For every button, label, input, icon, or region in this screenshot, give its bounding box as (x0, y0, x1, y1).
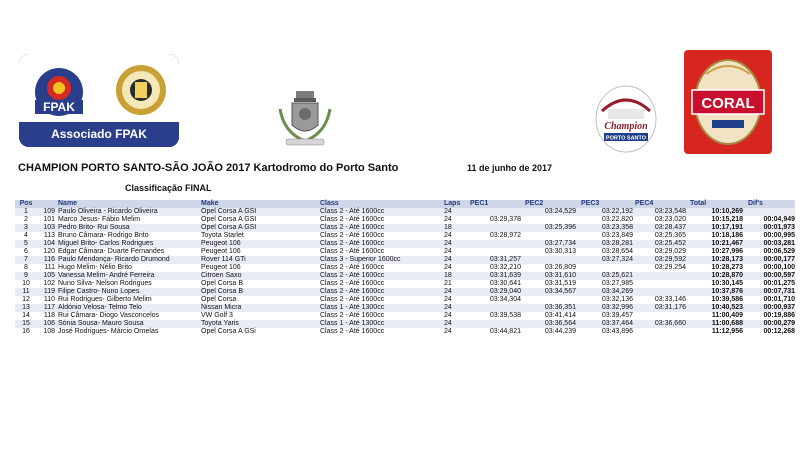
cell-pec1: 03:32,210 (489, 264, 521, 271)
cell-make: Opel Corsa (201, 296, 237, 303)
cell-number: 118 (43, 312, 55, 319)
cell-make: Peugeot 106 (201, 264, 241, 271)
cell-make: Nissan Micra (201, 304, 242, 311)
cell-name: Edgar Câmara- Duarte Fernandes (58, 248, 165, 255)
cell-pec4: 03:29,254 (654, 264, 686, 271)
coral-graphic (684, 50, 772, 154)
cell-class: Class 1 - Até 1300cc (320, 304, 385, 311)
cell-pec2: 03:27,734 (544, 240, 576, 247)
cell-pec3: 03:27,985 (601, 280, 633, 287)
table-row (15, 240, 795, 248)
cell-pec3: 03:39,457 (601, 312, 633, 319)
cell-total: 11:00,409 (711, 312, 743, 319)
cell-make: Peugeot 106 (201, 248, 241, 255)
table-row (15, 216, 795, 224)
cell-difs: 00:19,886 (763, 312, 795, 319)
cell-total: 11:00,688 (711, 320, 743, 327)
cell-pec3: 03:34,269 (601, 288, 633, 295)
table-body (15, 208, 795, 336)
cell-class: Class 2 - Até 1600cc (320, 248, 385, 255)
cell-class: Class 1 - Até 1300cc (320, 320, 385, 327)
fpak-caption: Associado FPAK (19, 122, 179, 147)
cell-pec1: 03:28,972 (489, 232, 521, 239)
cell-pos: 9 (24, 272, 28, 279)
cell-laps: 21 (444, 280, 452, 287)
cell-class: Class 2 - Até 1600cc (320, 264, 385, 271)
table-row (15, 320, 795, 328)
cell-difs: 00:04,949 (763, 216, 795, 223)
cell-pec4: 03:31,176 (654, 304, 686, 311)
cell-pec1: 03:29,040 (489, 288, 521, 295)
column-header-name: Name (58, 200, 78, 207)
cell-pec2: 03:36,564 (544, 320, 576, 327)
cell-name: Filipe Castro- Nuno Lopes (58, 288, 140, 295)
cell-number: 117 (43, 304, 55, 311)
cell-difs: 00:12,268 (763, 328, 795, 335)
cell-laps: 24 (444, 240, 452, 247)
cell-name: Paulo Oliveira - Ricardo Oliveira (58, 208, 158, 215)
cell-pec2: 03:41,414 (544, 312, 576, 319)
cell-number: 108 (43, 328, 55, 335)
cell-laps: 24 (444, 264, 452, 271)
cell-class: Class 2 - Até 1600cc (320, 224, 385, 231)
cell-pec2: 03:30,313 (544, 248, 576, 255)
cell-pos: 14 (22, 312, 30, 319)
cell-pec1: 03:31,639 (489, 272, 521, 279)
cell-pec1: 03:34,304 (489, 296, 521, 303)
column-header-total: Total (690, 200, 707, 207)
cell-pec3: 03:22,820 (601, 216, 633, 223)
cell-pec3: 03:28,281 (601, 240, 633, 247)
fpak-emblem-graphic (19, 54, 179, 122)
cell-class: Class 2 - Até 1600cc (320, 216, 385, 223)
cell-name: Vanessa Melim- André Ferreira (58, 272, 155, 279)
cell-laps: 24 (444, 304, 452, 311)
cell-total: 11:12,956 (711, 328, 743, 335)
cell-pec3: 03:37,464 (601, 320, 633, 327)
cell-make: VW Golf 3 (201, 312, 233, 319)
cell-total: 10:27,996 (711, 248, 743, 255)
fpak-logo-text: FPAK (43, 100, 75, 114)
table-row (15, 288, 795, 296)
cell-pec4: 03:33,146 (654, 296, 686, 303)
cell-laps: 24 (444, 208, 452, 215)
cell-pec1: 03:30,641 (489, 280, 521, 287)
cell-number: 106 (43, 320, 55, 327)
cell-number: 116 (43, 256, 55, 263)
cell-laps: 24 (444, 288, 452, 295)
table-row (15, 256, 795, 264)
cell-name: Hugo Melim- Nélio Brito (58, 264, 132, 271)
cell-difs: 00:01,275 (763, 280, 795, 287)
cell-name: Miguel Brito- Carlos Rodrigues (58, 240, 154, 247)
cell-difs: 00:00,597 (763, 272, 795, 279)
table-row (15, 224, 795, 232)
cell-pos: 15 (22, 320, 30, 327)
cell-total: 10:37,876 (711, 288, 743, 295)
cell-pos: 5 (24, 240, 28, 247)
cell-class: Class 2 - Até 1600cc (320, 328, 385, 335)
cell-make: Opel Corsa A GSI (201, 208, 257, 215)
cell-pec2: 03:24,529 (544, 208, 576, 215)
cell-laps: 24 (444, 328, 452, 335)
cell-difs: 00:00,100 (763, 264, 795, 271)
table-row (15, 304, 795, 312)
column-header-pec4: PEC4 (635, 200, 654, 207)
cell-number: 104 (43, 240, 55, 247)
cell-pec4: 03:28,437 (654, 224, 686, 231)
coral-logo-text: CORAL (701, 95, 755, 112)
cell-difs: 00:00,995 (763, 232, 795, 239)
cell-pec4: 03:23,548 (654, 208, 686, 215)
cell-pos: 10 (22, 280, 30, 287)
column-header-laps: Laps (444, 200, 461, 207)
cell-total: 10:28,173 (711, 256, 743, 263)
cell-number: 113 (43, 232, 55, 239)
table-row (15, 328, 795, 336)
cell-difs: 00:00,279 (763, 320, 795, 327)
cell-name: Nuno Silva- Nelson Rodrigues (58, 280, 152, 287)
cell-make: Rover 114 GTi (201, 256, 246, 263)
results-table (15, 200, 795, 336)
column-header-class: Class (320, 200, 339, 207)
cell-pec1: 03:31,257 (489, 256, 521, 263)
cell-pos: 1 (24, 208, 28, 215)
cell-number: 119 (43, 288, 55, 295)
cell-number: 109 (43, 208, 55, 215)
cell-pos: 7 (24, 256, 28, 263)
cell-class: Class 3 - Superior 1600cc (320, 256, 401, 263)
cell-make: Peugeot 106 (201, 240, 241, 247)
cell-class: Class 2 - Até 1600cc (320, 272, 385, 279)
cell-laps: 24 (444, 232, 452, 239)
cell-class: Class 2 - Até 1600cc (320, 208, 385, 215)
cell-difs: 00:01,710 (763, 296, 795, 303)
column-header-difs: Dif's (748, 200, 763, 207)
cell-make: Toyota Yaris (201, 320, 239, 327)
cell-total: 10:28,273 (711, 264, 743, 271)
cell-pec4: 03:29,592 (654, 256, 686, 263)
cell-laps: 24 (444, 296, 452, 303)
table-row (15, 232, 795, 240)
cell-pec2: 03:34,567 (544, 288, 576, 295)
cell-make: Opel Corsa B (201, 280, 244, 287)
cell-pec4: 03:25,452 (654, 240, 686, 247)
cell-laps: 24 (444, 256, 452, 263)
cell-number: 111 (44, 264, 55, 271)
table-row (15, 264, 795, 272)
cell-pos: 3 (24, 224, 28, 231)
cell-pec3: 03:22,192 (601, 208, 633, 215)
cell-total: 10:15,218 (711, 216, 743, 223)
cell-pec1: 03:29,378 (489, 216, 521, 223)
cell-laps: 18 (444, 272, 452, 279)
cell-pos: 11 (22, 288, 30, 295)
cell-class: Class 2 - Até 1600cc (320, 312, 385, 319)
cell-pec2: 03:25,396 (544, 224, 576, 231)
cell-number: 120 (43, 248, 55, 255)
cell-pos: 16 (22, 328, 30, 335)
cell-total: 10:40,523 (711, 304, 743, 311)
cell-total: 10:30,145 (711, 280, 743, 287)
event-date: 11 de junho de 2017 (467, 163, 553, 173)
cell-laps: 24 (444, 248, 452, 255)
table-row (15, 272, 795, 280)
cell-difs: 00:00,937 (763, 304, 795, 311)
cell-difs: 00:07,731 (763, 288, 795, 295)
cell-number: 102 (43, 280, 55, 287)
cell-make: Citroen Saxo (201, 272, 242, 279)
fpak-logo-emblems (19, 54, 179, 122)
cell-make: Opel Corsa A GSi (201, 328, 256, 335)
cell-pos: 6 (24, 248, 28, 255)
cell-make: Toyota Starlet (201, 232, 244, 239)
column-header-pec2: PEC2 (525, 200, 544, 207)
cell-class: Class 2 - Até 1600cc (320, 288, 385, 295)
cell-laps: 24 (444, 216, 452, 223)
cell-pec2: 03:31,610 (544, 272, 576, 279)
cell-difs: 00:01,973 (763, 224, 795, 231)
cell-laps: 24 (444, 312, 452, 319)
cell-pos: 8 (24, 264, 28, 271)
cell-pos: 2 (24, 216, 28, 223)
cell-number: 110 (43, 296, 55, 303)
cell-name: José Rodrigues- Márcio Ornelas (58, 328, 159, 335)
coral-logo (684, 50, 772, 154)
column-header-pec1: PEC1 (470, 200, 489, 207)
cell-total: 10:18,186 (711, 232, 743, 239)
fpak-logo (19, 54, 179, 147)
cell-pec4: 03:23,020 (654, 216, 686, 223)
cell-total: 10:21,467 (711, 240, 743, 247)
cell-class: Class 2 - Até 1600cc (320, 240, 385, 247)
cell-name: Pedro Brito- Rui Sousa (58, 224, 130, 231)
cell-name: Bruno Câmara- Rodrigo Brito (58, 232, 149, 239)
cell-pec4: 03:25,365 (654, 232, 686, 239)
crest-graphic (274, 89, 336, 149)
cell-pec1: 03:44,821 (489, 328, 521, 335)
cell-pec4: 03:29,029 (654, 248, 686, 255)
cell-pec2: 03:26,809 (544, 264, 576, 271)
table-row (15, 296, 795, 304)
cell-pos: 12 (22, 296, 30, 303)
cell-total: 10:39,586 (711, 296, 743, 303)
classification-title: Classificação FINAL (125, 183, 212, 193)
event-title: CHAMPION PORTO SANTO-SÃO JOÃO 2017 Kartodromo do Porto Santo (18, 162, 399, 174)
cell-laps: 18 (444, 224, 452, 231)
table-row (15, 280, 795, 288)
column-header-pos: Pos (19, 200, 33, 207)
cell-name: Marco Jesus- Fábio Melim (58, 216, 141, 223)
cell-pec2: 03:36,351 (544, 304, 576, 311)
cell-class: Class 2 - Até 1600cc (320, 232, 385, 239)
cell-total: 10:28,870 (711, 272, 743, 279)
cell-pec3: 03:32,996 (601, 304, 633, 311)
cell-make: Opel Corsa B (201, 288, 244, 295)
cell-pec1: 03:39,538 (489, 312, 521, 319)
cell-name: Rui Câmara- Diogo Vasconcelos (58, 312, 160, 319)
champion-logo-subtext: PORTO SANTO (605, 135, 647, 142)
cell-pec2: 03:31,519 (544, 280, 576, 287)
cell-make: Opel Corsa A GSI (201, 216, 257, 223)
champion-logo-text: Champion (604, 121, 648, 132)
cell-pos: 4 (24, 232, 28, 239)
cell-name: Rui Rodrigues- Gilberto Melim (58, 296, 152, 303)
cell-name: Paulo Mendonça- Ricardo Drumond (58, 256, 170, 263)
cell-make: Opel Corsa A GSI (201, 224, 257, 231)
cell-difs: 00:00,177 (763, 256, 795, 263)
table-header-row (15, 200, 795, 208)
table-row (15, 248, 795, 256)
cell-pec4: 03:36,660 (654, 320, 686, 327)
cell-pec3: 03:43,896 (601, 328, 633, 335)
cell-pec3: 03:25,621 (601, 272, 633, 279)
cell-name: Sónia Sousa- Mauro Sousa (58, 320, 144, 327)
cell-name: Aldónio Velosa- Telmo Telo (58, 304, 142, 311)
cell-difs: 00:06,529 (763, 248, 795, 255)
cell-pec3: 03:32,136 (601, 296, 633, 303)
cell-pec3: 03:27,324 (601, 256, 633, 263)
cell-pec3: 03:28,654 (601, 248, 633, 255)
column-header-pec3: PEC3 (581, 200, 600, 207)
table-row (15, 312, 795, 320)
champion-graphic (594, 83, 658, 153)
column-header-make: Make (201, 200, 219, 207)
cell-pec3: 03:23,358 (601, 224, 633, 231)
cell-pec3: 03:23,849 (601, 232, 633, 239)
cell-difs: 00:03,281 (763, 240, 795, 247)
cell-pos: 13 (22, 304, 30, 311)
table-row (15, 208, 795, 216)
cell-number: 101 (43, 216, 55, 223)
cell-laps: 24 (444, 320, 452, 327)
municipality-crest (274, 89, 336, 149)
cell-number: 105 (43, 272, 55, 279)
cell-total: 10:10,269 (711, 208, 743, 215)
cell-pec2: 03:44,239 (544, 328, 576, 335)
cell-number: 103 (43, 224, 55, 231)
cell-class: Class 2 - Até 1600cc (320, 296, 385, 303)
cell-total: 10:17,191 (711, 224, 743, 231)
champion-logo (594, 83, 658, 153)
cell-class: Class 2 - Até 1600cc (320, 280, 385, 287)
